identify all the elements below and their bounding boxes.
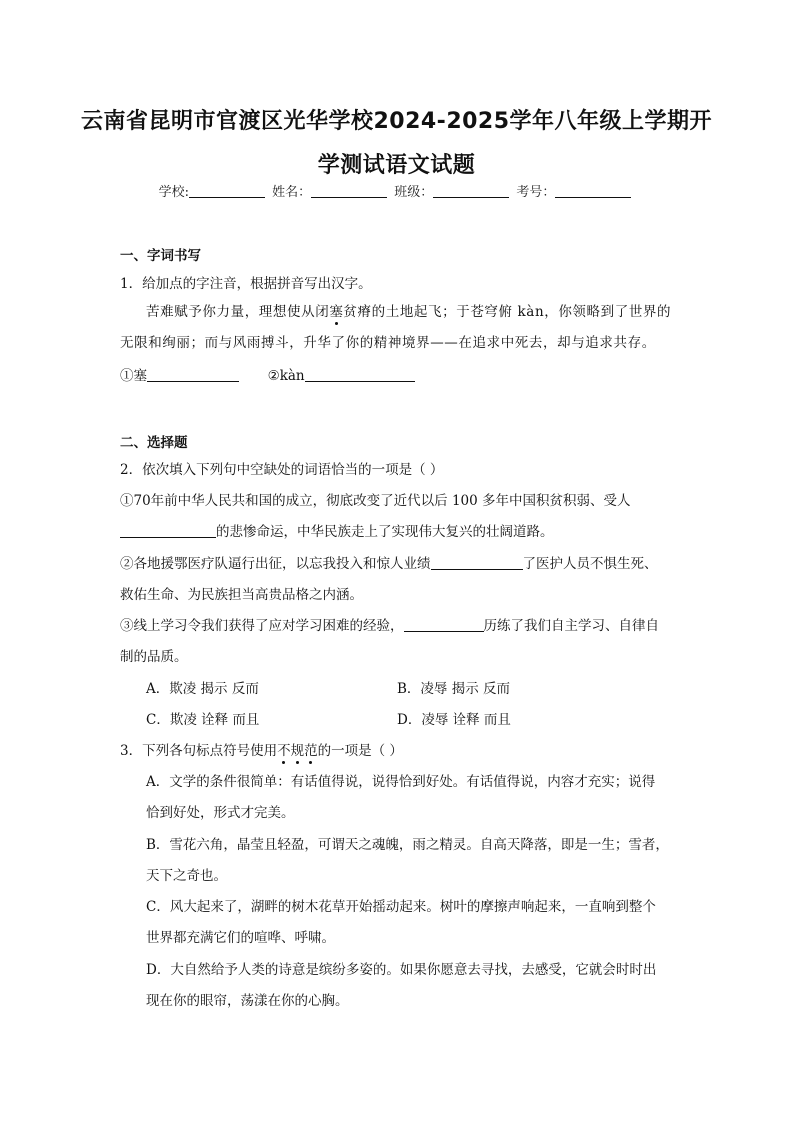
q2-option-b[interactable]: B．凌辱 揭示 反而 <box>397 681 511 697</box>
answer-blanks-row <box>120 364 415 384</box>
q3-option-a-line2: 恰到好处，形式才完美。 <box>146 805 295 821</box>
passage-text: 苦难赋予你力量，理想使从闭 <box>146 304 330 320</box>
section-heading-1: 一、字词书写 <box>120 248 201 264</box>
q3-option-c-line2: 世界都充满它们的喧哗、呼啸。 <box>146 930 335 946</box>
q2-option-a[interactable]: A．欺凌 揭示 反而 <box>146 681 259 697</box>
sentence-text: 了医护人员不惧生死、 <box>522 556 658 572</box>
dotted-char: 规 <box>290 743 305 759</box>
passage-line-2: 无限和绚丽；而与风雨搏斗，升华了你的精神境界——在追求中死去，却与追求共存。 <box>120 335 656 351</box>
exam-title-line2: 学测试语文试题 <box>317 153 476 178</box>
sentence-text: ②各地援鄂医疗队逼行出征，以忘我投入和惊人业绩 <box>120 556 431 572</box>
q2-sentence-3a <box>120 614 659 634</box>
sentence-text: ③线上学习令我们获得了应对学习困难的经验， <box>120 618 404 634</box>
stem-text: 3．下列各句标点符号使用 <box>120 743 278 759</box>
school-blank[interactable] <box>189 184 265 198</box>
exam-number-label: 考号： <box>516 185 556 200</box>
q3-option-d-line2: 现在你的眼帘，荡漾在你的心胸。 <box>146 993 349 1009</box>
q3-option-d-line1[interactable]: D．大自然给予人类的诗意是缤纷多姿的。如果你愿意去寻找，去感受，它就会时时出 <box>146 962 657 978</box>
question-3-stem <box>120 739 403 759</box>
class-blank[interactable] <box>433 184 509 198</box>
q2-blank-2[interactable] <box>431 555 523 570</box>
q2-sentence-3b: 制的品质。 <box>120 649 188 665</box>
exam-number-blank[interactable] <box>555 184 631 198</box>
sentence-text: 的悲惨命运，中华民族走上了实现伟大复兴的壮阔道路。 <box>216 524 554 540</box>
blank-1-label: ①塞 <box>120 368 147 384</box>
q3-option-b-line1[interactable]: B．雪花六角，晶莹且轻盈，可谓天之魂魄，雨之精灵。自高天降落，即是一生；雪者， <box>146 837 669 853</box>
question-1-stem: 1．给加点的字注音，根据拼音写出汉字。 <box>120 276 372 292</box>
dotted-char: 范 <box>304 743 318 759</box>
blank-1[interactable] <box>147 367 239 382</box>
class-label: 班级： <box>394 185 434 200</box>
q3-option-b-line2: 天下之奇也。 <box>146 868 227 884</box>
q2-option-d[interactable]: D．凌辱 诠释 而且 <box>397 712 511 728</box>
q2-sentence-2b: 救佑生命、为民族担当高贵品格之内涵。 <box>120 587 363 603</box>
name-label: 姓名： <box>272 185 312 200</box>
blank-2-label: ②kàn <box>267 368 305 384</box>
passage-line-1 <box>146 300 671 320</box>
q3-option-a-line1[interactable]: A．文学的条件很简单：有话值得说，说得恰到好处。有话值得说，内容才充实；说得 <box>146 774 656 790</box>
q2-option-c[interactable]: C．欺凌 诠释 而且 <box>146 712 260 728</box>
dotted-char: 不 <box>277 743 291 759</box>
student-info-row <box>0 181 793 200</box>
dotted-char: 塞 <box>329 304 344 320</box>
q3-option-c-line1[interactable]: C．风大起来了，湖畔的树木花草开始摇动起来。树叶的摩擦声响起来，一直响到整个 <box>146 899 656 915</box>
q2-blank-1[interactable] <box>120 523 216 538</box>
stem-text: 的一项是（ ） <box>317 743 403 759</box>
sentence-text: 历练了我们自主学习、自律自 <box>483 618 659 634</box>
passage-text: 贫瘠的土地起飞；于苍穹俯 kàn，你领略到了世界的 <box>343 304 672 320</box>
school-label: 学校: <box>158 185 189 200</box>
name-blank[interactable] <box>311 184 387 198</box>
q2-sentence-1b <box>120 520 554 540</box>
exam-title-line1: 云南省昆明市官渡区光华学校2024-2025学年八年级上学期开 <box>80 109 713 134</box>
section-heading-2: 二、选择题 <box>120 435 188 451</box>
q2-sentence-1a: ①70年前中华人民共和国的成立，彻底改变了近代以后 100 多年中国积贫积弱、受人 <box>120 493 631 509</box>
q2-blank-3[interactable] <box>404 617 484 632</box>
blank-2[interactable] <box>305 367 415 382</box>
q2-sentence-2a <box>120 552 658 572</box>
question-2-stem: 2．依次填入下列句中空缺处的词语恰当的一项是（ ） <box>120 462 444 478</box>
